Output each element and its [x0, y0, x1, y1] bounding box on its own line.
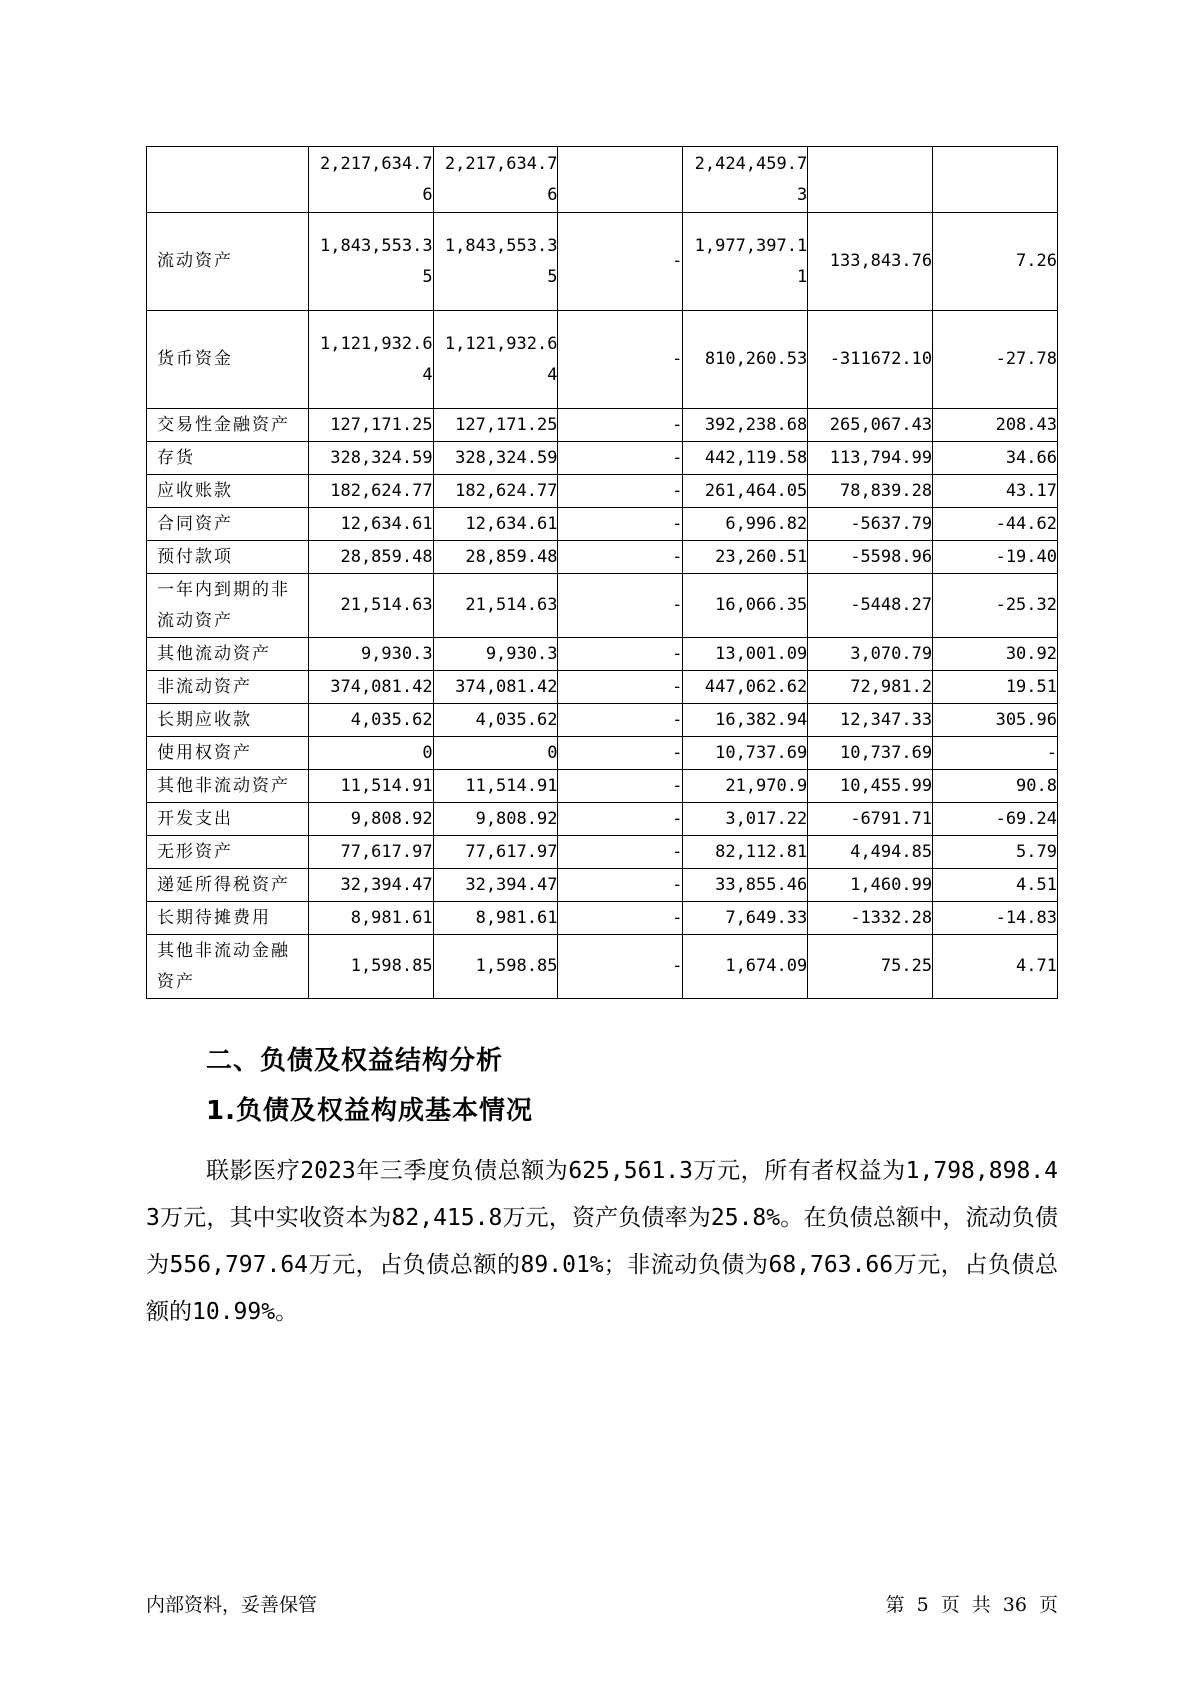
cell-value-part: 1,843,553.3 [444, 235, 558, 256]
table-row [147, 836, 1058, 869]
cell-c3: - [558, 737, 683, 770]
cell-c1: 1,598.85 [308, 935, 433, 999]
cell-c5 [808, 147, 933, 213]
cell-value-part: 1,121,932.6 [320, 333, 433, 354]
cell-c2: 127,171.25 [433, 409, 558, 442]
cell-c6: -25.32 [933, 574, 1058, 638]
cell-c3: - [558, 541, 683, 574]
cell-c1: 32,394.47 [308, 869, 433, 902]
row-label: 长期应收款 [147, 704, 309, 737]
cell-c3: - [558, 704, 683, 737]
cell-c4: 7,649.33 [683, 902, 808, 935]
table-row [147, 541, 1058, 574]
cell-c1: 127,171.25 [308, 409, 433, 442]
table-row [147, 704, 1058, 737]
cell-c5: 10,737.69 [808, 737, 933, 770]
cell-c1: 8,981.61 [308, 902, 433, 935]
cell-c3: - [558, 508, 683, 541]
cell-c1: 28,859.48 [308, 541, 433, 574]
cell-c3: - [558, 902, 683, 935]
cell-c5: -5637.79 [808, 508, 933, 541]
cell-c5: 133,843.76 [808, 213, 933, 311]
cell-c4: 13,001.09 [683, 638, 808, 671]
cell-c4 [683, 213, 808, 311]
table-row [147, 671, 1058, 704]
row-label: 开发支出 [147, 803, 309, 836]
cell-c1: 182,624.77 [308, 475, 433, 508]
row-label: 使用权资产 [147, 737, 309, 770]
cell-value-part: 2,217,634.7 [444, 153, 558, 174]
cell-c4: 442,119.58 [683, 442, 808, 475]
cell-c1: 12,634.61 [308, 508, 433, 541]
row-label: 应收账款 [147, 475, 309, 508]
table-row [147, 902, 1058, 935]
cell-c5: -6791.71 [808, 803, 933, 836]
cell-c4: 392,238.68 [683, 409, 808, 442]
table-body [147, 147, 1058, 999]
cell-c5: -5598.96 [808, 541, 933, 574]
cell-value-part: 2,217,634.7 [320, 153, 433, 174]
cell-c6: - [933, 737, 1058, 770]
cell-c6: 90.8 [933, 770, 1058, 803]
cell-c2: 374,081.42 [433, 671, 558, 704]
cell-c4: 261,464.05 [683, 475, 808, 508]
cell-c6: 43.17 [933, 475, 1058, 508]
cell-c3: - [558, 311, 683, 409]
cell-c5: 72,981.2 [808, 671, 933, 704]
cell-c6: 34.66 [933, 442, 1058, 475]
cell-c3: - [558, 638, 683, 671]
cell-c5: 4,494.85 [808, 836, 933, 869]
row-label: 其他非流动资产 [147, 770, 309, 803]
cell-c3: - [558, 770, 683, 803]
cell-c1: 77,617.97 [308, 836, 433, 869]
cell-c6 [933, 147, 1058, 213]
cell-c1: 21,514.63 [308, 574, 433, 638]
footer-page-number: 第 5 页 共 36 页 [885, 1594, 1058, 1616]
cell-value-part: 4 [422, 364, 433, 385]
table-row [147, 213, 1058, 311]
cell-c5: 12,347.33 [808, 704, 933, 737]
cell-value-part: 5 [422, 266, 433, 287]
table-row [147, 770, 1058, 803]
table-row [147, 311, 1058, 409]
row-label: 货币资金 [147, 311, 309, 409]
cell-c1 [308, 311, 433, 409]
cell-c5: 1,460.99 [808, 869, 933, 902]
cell-c4: 82,112.81 [683, 836, 808, 869]
cell-value-part: 6 [547, 184, 558, 205]
cell-c1: 9,930.3 [308, 638, 433, 671]
cell-c4: 3,017.22 [683, 803, 808, 836]
cell-c1 [308, 147, 433, 213]
cell-value-part: 5 [547, 266, 558, 287]
row-label: 长期待摊费用 [147, 902, 309, 935]
row-label: 递延所得税资产 [147, 869, 309, 902]
cell-c2: 8,981.61 [433, 902, 558, 935]
cell-c5: 113,794.99 [808, 442, 933, 475]
cell-c3: - [558, 475, 683, 508]
cell-c5: -311672.10 [808, 311, 933, 409]
row-label: 存货 [147, 442, 309, 475]
table-row [147, 803, 1058, 836]
cell-c1: 328,324.59 [308, 442, 433, 475]
cell-c3: - [558, 442, 683, 475]
cell-value-part: 6 [422, 184, 433, 205]
cell-c6: -69.24 [933, 803, 1058, 836]
cell-c6: 5.79 [933, 836, 1058, 869]
cell-value-part: 1,121,932.6 [444, 333, 558, 354]
table-row [147, 869, 1058, 902]
cell-c4: 1,674.09 [683, 935, 808, 999]
table-row [147, 409, 1058, 442]
table-row [147, 442, 1058, 475]
cell-c3: - [558, 803, 683, 836]
cell-c6: 19.51 [933, 671, 1058, 704]
row-label: 非流动资产 [147, 671, 309, 704]
table-row [147, 147, 1058, 213]
cell-value-part: 3 [796, 184, 808, 205]
cell-c2: 11,514.91 [433, 770, 558, 803]
asset-structure-table [146, 146, 1058, 999]
cell-c3: - [558, 574, 683, 638]
cell-c4: 10,737.69 [683, 737, 808, 770]
cell-c2: 9,808.92 [433, 803, 558, 836]
table-row [147, 935, 1058, 999]
row-label [147, 147, 309, 213]
cell-c1: 374,081.42 [308, 671, 433, 704]
cell-value-part: 1,843,553.3 [320, 235, 433, 256]
cell-c3 [558, 147, 683, 213]
cell-c3: - [558, 213, 683, 311]
cell-c2 [433, 213, 558, 311]
cell-c6: -19.40 [933, 541, 1058, 574]
cell-c5: 78,839.28 [808, 475, 933, 508]
cell-c2: 328,324.59 [433, 442, 558, 475]
cell-c6: 4.71 [933, 935, 1058, 999]
cell-c4: 810,260.53 [683, 311, 808, 409]
cell-c4: 6,996.82 [683, 508, 808, 541]
row-label: 合同资产 [147, 508, 309, 541]
cell-c2 [433, 147, 558, 213]
cell-c4 [683, 147, 808, 213]
cell-c6: -14.83 [933, 902, 1058, 935]
cell-c4: 16,382.94 [683, 704, 808, 737]
footer-confidential-note: 内部资料，妥善保管 [146, 1594, 318, 1616]
cell-c2: 4,035.62 [433, 704, 558, 737]
cell-c5: 3,070.79 [808, 638, 933, 671]
cell-c4: 447,062.62 [683, 671, 808, 704]
cell-c5: 75.25 [808, 935, 933, 999]
cell-c2: 182,624.77 [433, 475, 558, 508]
cell-c4: 33,855.46 [683, 869, 808, 902]
body-paragraph: 联影医疗2023年三季度负债总额为625,561.3万元，所有者权益为1,798,898.43万元，其中实收资本为82,415.8万元，资产负债率为25.8%。在负债总额中，流动负债为556,797.64万元，占负债总额的89.01%；非流动负债为68,763.66万元，占负债总额的10.99%。 [146, 1158, 1058, 1325]
cell-c5: -1332.28 [808, 902, 933, 935]
cell-c1: 0 [308, 737, 433, 770]
row-label: 一年内到期的非流动资产 [147, 574, 309, 638]
cell-c2: 1,598.85 [433, 935, 558, 999]
cell-c3: - [558, 935, 683, 999]
table-row [147, 574, 1058, 638]
cell-c1 [308, 213, 433, 311]
cell-c2: 28,859.48 [433, 541, 558, 574]
cell-value-part: 1,977,397.1 [694, 235, 808, 256]
cell-c2: 32,394.47 [433, 869, 558, 902]
cell-c4: 23,260.51 [683, 541, 808, 574]
cell-c6: 208.43 [933, 409, 1058, 442]
table-row [147, 737, 1058, 770]
row-label: 无形资产 [147, 836, 309, 869]
table-row [147, 508, 1058, 541]
cell-c6: 30.92 [933, 638, 1058, 671]
cell-c1: 9,808.92 [308, 803, 433, 836]
cell-c6: -44.62 [933, 508, 1058, 541]
cell-c5: 265,067.43 [808, 409, 933, 442]
cell-value-part: 4 [547, 364, 558, 385]
cell-c6: 305.96 [933, 704, 1058, 737]
cell-c4: 21,970.9 [683, 770, 808, 803]
cell-c6: -27.78 [933, 311, 1058, 409]
cell-c1: 11,514.91 [308, 770, 433, 803]
cell-c2: 77,617.97 [433, 836, 558, 869]
cell-c3: - [558, 836, 683, 869]
cell-c6: 7.26 [933, 213, 1058, 311]
row-label: 交易性金融资产 [147, 409, 309, 442]
cell-c2: 9,930.3 [433, 638, 558, 671]
cell-c2: 12,634.61 [433, 508, 558, 541]
cell-c5: -5448.27 [808, 574, 933, 638]
section-subheading: 1.负债及权益构成基本情况 [206, 1096, 533, 1126]
cell-c1: 4,035.62 [308, 704, 433, 737]
cell-c6: 4.51 [933, 869, 1058, 902]
cell-value-part: 1 [796, 266, 808, 287]
row-label: 其他流动资产 [147, 638, 309, 671]
row-label: 其他非流动金融资产 [147, 935, 309, 999]
cell-c2: 0 [433, 737, 558, 770]
cell-c5: 10,455.99 [808, 770, 933, 803]
row-label: 预付款项 [147, 541, 309, 574]
cell-c3: - [558, 409, 683, 442]
cell-c2 [433, 311, 558, 409]
table-row [147, 475, 1058, 508]
cell-c2: 21,514.63 [433, 574, 558, 638]
table-row [147, 638, 1058, 671]
section-heading: 二、负债及权益结构分析 [206, 1046, 504, 1076]
cell-c3: - [558, 869, 683, 902]
cell-c4: 16,066.35 [683, 574, 808, 638]
cell-value-part: 2,424,459.7 [694, 153, 808, 174]
row-label: 流动资产 [147, 213, 309, 311]
cell-c3: - [558, 671, 683, 704]
